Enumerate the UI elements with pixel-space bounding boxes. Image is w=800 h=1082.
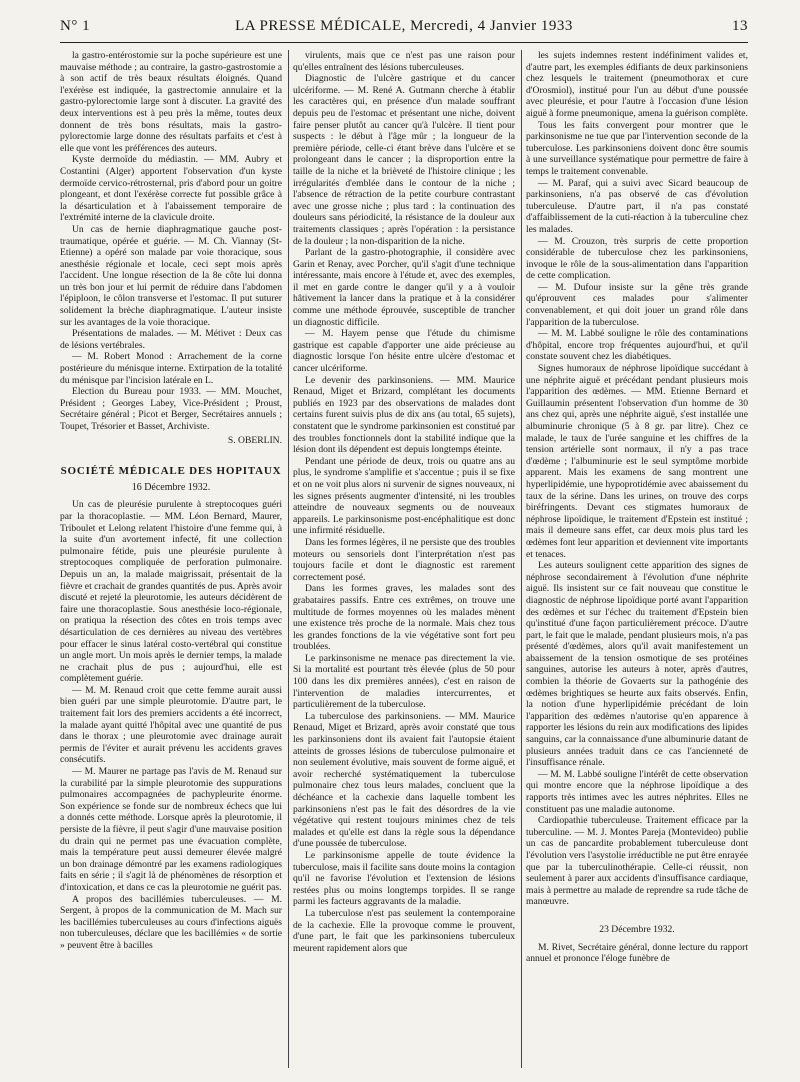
paragraph: — M. M. Labbé souligne le rôle des contaminations d'hôpital, encore trop fréquentes aujourd'hui, et qu'il constate souvent chez les diabétiques. [526, 328, 748, 363]
paragraph: — M. Robert Monod : Arrachement de la corne postérieure du ménisque interne. Extirpation de la totalité du ménisque par l'incision latérale en L. [60, 351, 282, 386]
column-rule [521, 50, 522, 1068]
article-pleuresie: Un cas de pleurésie purulente à streptocoques guéri par la thoracoplastie. — MM. Léon Bernard, Maurer, Triboulet et Lelong relatent l'histoire d'une femme qui, à la suite d'un avortement infecté, fit une collection pulmonaire fétide, puis une pleurésie purulente à streptocoques compliquée de perforation pulmonaire. Depuis un an, la malade maigrissait, présentait de la fièvre et crachait de grandes quantités de pus. Après avoir discuté et rejeté la pleurotomie, les auteurs décidèrent de faire une thoracoplastie. Sous anesthésie loco-régionale, on pratiqua la résection des côtes en trois temps avec désarticulation de ces dernières au niveau des vertèbres pour effacer le sinus latéral costo-vertébral qui constitue un angle mort. Un mois après le dernier temps, la malade ne crachait plus de pus ; aujourd'hui, elle est complètement guérie. [60, 499, 282, 685]
header-rule [60, 42, 748, 43]
paragraph: Les auteurs soulignent cette apparition des signes de néphrose secondairement à l'évolution d'une néphrite aiguë. Ils insistent sur ce fait nouveau que constitue le diagnostic de néphrose lipoïdique porté avant l'apparition des œdèmes et sur l'échec du traitement d'Epstein bien qu'institué d'une façon particulièrement précoce. D'autre part, le fait que le malade, pendant plusieurs mois, n'a pas présenté d'œdèmes, alors qu'il avait manifestement un abaissement de la tension osmotique de ses protéines sanguines, autorise les auteurs à noter, après d'autres, combien la théorie de Govaerts sur la pathogénie des œdèmes brightiques se heurte aux faits observés. Enfin, la notion d'une hyperlipidémie précédant de loin l'apparition des œdèmes n'autorise qu'en apparence à rapporter les lésions du rein aux modifications des lipides sanguins, car la connaissance d'une albuminurie datant de plusieurs années traduit dans ce cas l'ancienneté de l'insuffisance rénale. [526, 560, 748, 769]
paragraph: — M. Crouzon, très surpris de cette proportion considérable de tuberculose chez les parkinsoniens, invoque le rôle de la sous-alimentation dans l'apparition de cette complication. [526, 235, 748, 282]
paragraph: la gastro-entérostomie sur la poche supérieure est une mauvaise méthode ; au contraire, la gastro-gastrostomie a à son actif de très beaux résultats éloignés. Quand l'exérèse est indiquée, la gastrectomie annulaire et la gastro-pylorectomie large sont à discuter. La gravité des deux interventions est à peu près la même, toutes deux donnent de très bons résultats, mais la gastro-pylorectomie large donne des résultats parfaits et c'est à elle que vont les préférences des auteurs. [60, 50, 282, 154]
column-1 [60, 50, 282, 1068]
column-2 [293, 50, 515, 1068]
issue-number: N° 1 [60, 18, 91, 34]
paragraph: — M. Maurer ne partage pas l'avis de M. Renaud sur la curabilité par la simple pleurotomie des suppurations pulmonaires accompagnées de pachypleurite énorme. Son expérience se fonde sur de nombreux échecs que lui a donnés cette méthode. Lorsque après la pleurotomie, il persiste de la fièvre, il peut s'agir d'une mauvaise position du drain qui ne permet pas une évacuation complète, mais la température peut aussi demeurer élevée malgré un bon drainage démontré par les examens radiologiques faits en série ; il s'agit là de phénomènes de résorption et d'intoxication, et dans ce cas la pleurotomie ne guérit pas. [60, 766, 282, 893]
section-title: SOCIÉTÉ MÉDICALE DES HOPITAUX [60, 465, 282, 478]
paragraph: — M. Paraf, qui a suivi avec Sicard beaucoup de parkinsoniens, n'a pas observé de cas d'évolution tuberculeuse. D'autre part, il n'a pas constaté d'affaiblissement de la cuti-réaction à la tuberculine chez les malades. [526, 177, 748, 235]
paragraph: M. Rivet, Secrétaire général, donne lecture du rapport annuel et prononce l'éloge funèbre de [526, 941, 748, 965]
article-cardiopathie: Cardiopathie tuberculeuse. Traitement efficace par la tuberculine. — M. J. Montes Pareja (Montevideo) publie un cas de pancardite probablement tuberculeuse dont l'évolution vers l'asystolie irréductible ne put être enrayée que par la tuberculinothérapie. Celle-ci réussit, non seulement à parer aux accidents d'insuffisance cardiaque, mais à permettre au malade de reprendre sa rude tâche de manœuvre. [526, 815, 748, 908]
paragraph: — M. M. Labbé souligne l'intérêt de cette observation qui montre encore que la néphrose lipoïdique a des rapports très intimes avec les autres néphrites. Elles ne constituent pas une maladie autonome. [526, 768, 748, 815]
paragraph: Dans les formes légères, il ne persiste que des troubles moteurs ou sensoriels dont l'interprétation n'est pas toujours facile et dont le diagnostic est rarement correctement posé. [293, 536, 515, 583]
paragraph: — M. M. Renaud croit que cette femme aurait aussi bien guéri par une simple pleurotomie. D'autre part, le traitement fait lors des premiers accidents a été incorrect, la malade ayant quitté l'hôpital avec une quantité de pus dans le thorax ; une pleurotomie avec drainage aurait permis de l'éviter et aurait prévenu les accidents graves consécutifs. [60, 684, 282, 766]
paragraph: Le parkinsonisme ne menace pas directement la vie. Si la mortalité est pourtant très élevée (plus de 50 pour 100 dans les dix premières années), c'est en raison de l'intervention de maladies intercurrentes, et particulièrement de la tuberculose. [293, 652, 515, 711]
signature: S. OBERLIN. [227, 434, 282, 446]
article-presentations: Présentations de malades. — M. Métivet : Deux cas de lésions vertébrales. [60, 328, 282, 351]
paragraph: Parlant de la gastro-photographie, il considère avec Garin et Renay, avec Porcher, qu'il s'agit d'une technique intéressante, mais encore à l'étude et, avec des exemples, il met en garde contre le danger qu'il y a à vouloir hâtivement la lancer dans la pratique et à la considérer comme une méthode éprouvée, susceptible de trancher un diagnostic difficile. [293, 247, 515, 328]
journal-title: LA PRESSE MÉDICALE, Mercredi, 4 Janvier 1933 [235, 18, 573, 34]
column-3 [526, 50, 748, 1068]
section-date: 23 Décembre 1932. [599, 923, 675, 935]
page-number: 13 [732, 18, 748, 34]
article-election-bureau: Election du Bureau pour 1933. — MM. Mouchet, Président ; Georges Labey, Vice-Président ; Proust, Secrétaire général ; Picot et Berger, Secrétaires annuels ; Toupet, Trésorier et Basset, Archiviste. [60, 386, 282, 432]
paragraph: — M. Dufour insiste sur la gêne très grande qu'éprouvent ces malades pour s'alimenter convenablement, et qui doit jouer un grand rôle dans l'apparition de la tuberculose. [526, 281, 748, 328]
article-ulcere-gastrique: Diagnostic de l'ulcère gastrique et du cancer ulcériforme. — M. René A. Gutmann cherche à établir les caractères qui, en présence d'un malade souffrant depuis peu de l'estomac et présentant une niche, doivent faire penser plutôt au cancer qu'à l'ulcère. Il tient pour suspects : le début à l'âge mûr ; la longueur de la première période, celle-ci étant brève dans l'ulcère et se prolongeant dans le cancer ; la disproportion entre la taille de la niche et la brièveté de l'histoire clinique ; les irrégularités d'emblée dans le contour de la niche ; l'absence de rétraction de la petite courbure contrastant avec une grosse niche ; plus tard : la continuation des douleurs sans périodicité, la résistance de la douleur aux traitements classiques ; après l'opération : la persistance de la douleur ; la non-disparition de la niche. [293, 73, 515, 247]
page-header [60, 16, 748, 38]
article-bacillemies: A propos des bacillémies tuberculeuses. — M. Sergent, à propos de la communication de M. Mach sur les bacillémies tuberculeuses au cours d'infections aiguës non tuberculeuses, déclare que les bacillémies « de sortie » peuvent être à bacilles [60, 893, 282, 951]
article-devenir-parkinsoniens: Le devenir des parkinsoniens. — MM. Maurice Renaud, Miget et Brizard, complétant les documents publiés en 1923 par des observations de malades dont certains furent suivis plus de dix ans (au total, 65 sujets), constatent que le syndrome parkinsonien est constitué par des troubles fonctionnels dont la stabilité indique que la lésion dont ils dépendent est depuis longtemps éteinte. [293, 374, 515, 456]
section-date: 16 Décembre 1932. [131, 481, 211, 493]
paragraph: Pendant une période de deux, trois ou quatre ans au plus, le syndrome s'amplifie et s'accentue ; puis il se fixe et on ne voit plus alors ni survenir de signes nouveaux, ni les signes présents augmenter d'intensité, ni les troubles atteindre de nouveaux segments ou de nouveaux appareils. Le parkinsonisme post-encéphalitique est donc une infirmité résiduelle. [293, 455, 515, 537]
article-nephrose-lipoidique: Signes humoraux de néphrose lipoïdique succédant à une néphrite aiguë et précédant pendant plusieurs mois l'apparition des œdèmes. — MM. Etienne Bernard et Guillaumin présentent l'observation d'un homme de 30 ans chez qui, après une néphrite aiguë, s'est installée une albuminurie chronique (5 à 8 gr. par litre). Chez ce malade, le taux de l'urée sanguine et les chiffres de la tension artérielle sont normaux, il n'y a pas trace d'œdème ; l'albuminurie est le seul symptôme morbide apparent. Mais les examens de sang montrent une hyperlipidémie, une hypoprotidémie avec abaissement du taux de la sérine. Dans les urines, on trouve des corps biréfringents. Devant ces stigmates humoraux de néphrose lipoïdique, le traitement d'Epstein est institué ; mais il demeure sans effet, car deux mois plus tard les œdèmes font leur apparition et deviennent vite importants et tenaces. [526, 363, 748, 560]
article-tuberculose-parkinsoniens: La tuberculose des parkinsoniens. — MM. Maurice Renaud, Miget et Brizard, après avoir constaté que tous les parkinsoniens dont ils avaient fait l'autopsie étaient atteints de grosses lésions de tuberculose pulmonaire et non seulement évolutive, mais souvent de forme aiguë, et avoir recherché systématiquement la tuberculose pulmonaire chez tous leurs malades, concluent que la déchéance et la cachexie dans laquelle tombent les parkinsoniens n'est pas le fait des désordres de la vie végétative qui restent toujours minimes chez de tels malades et qu'elle est dans la règle sous la dépendance d'une poussée de tuberculose. [293, 710, 515, 850]
paragraph: — M. Hayem pense que l'étude du chimisme gastrique est capable d'apporter une aide précieuse au diagnostic lorsque l'on hésite entre ulcère d'estomac et cancer ulcériforme. [293, 328, 515, 375]
paragraph: Le parkinsonisme appelle de toute évidence la tuberculose, mais il facilite sans doute moins la contagion qu'il ne favorise l'évolution et l'extension de lésions restées plus ou moins longtemps torpides. Il se range parmi les facteurs aggravants de la maladie. [293, 849, 515, 908]
paragraph: Dans les formes graves, les malades sont des grabataires passifs. Entre ces extrêmes, on trouve une multitude de formes moyennes où les malades mènent une existence très proche de la normale. Mais chez tous les grandes fonctions de la vie végétative sont fort peu troublées. [293, 583, 515, 653]
paragraph: Tous les faits convergent pour montrer que le parkinsonisme ne tue que par l'intervention seconde de la tuberculose. Les parkinsoniens doivent donc être soumis à une surveillance systématique pour permettre de faire à temps le traitement convenable. [526, 119, 748, 177]
article-hernie-diaphragmatique: Un cas de hernie diaphragmatique gauche post-traumatique, opérée et guérie. — M. Ch. Viannay (St-Etienne) a opéré son malade par voie thoracique, sous anesthésie régionale et locale, ceci sept mois après l'accident. Une longue résection de la 8e côte lui donna un très bon jour et lui permit de réduire dans l'abdomen l'épiploon, le côlon transverse et l'estomac. Il put suturer solidement la brèche diaphragmatique. L'auteur insiste sur les avantages de la voie thoracique. [60, 223, 282, 328]
paragraph: virulents, mais que ce n'est pas une raison pour qu'elles entraînent des lésions tuberculeuses. [293, 50, 515, 73]
paragraph: La tuberculose n'est pas seulement la contemporaine de la cachexie. Elle la provoque comme le prouvent, d'une part, le fait que les parkinsoniens tuberculeux meurent rapidement alors que [293, 907, 515, 954]
column-rule [288, 50, 289, 1068]
paragraph: les sujets indemnes restent indéfiniment valides et, d'autre part, les exemples édifiants de deux parkinsoniens chez lesquels le traitement (pneumothorax et cure d'Orosmiol), institué pour l'un au début d'une poussée avec pleurésie, et pour l'autre à l'occasion d'une lésion aiguë à forme pneumonique, amena la guérison complète. [526, 50, 748, 119]
article-kyste-dermoide: Kyste dermoïde du médiastin. — MM. Aubry et Costantini (Alger) apportent l'observation d'un kyste dermoïde cervico-rétrosternal, pris d'abord pour un goitre plongeant, et dont l'exérèse correcte fut possible grâce à la désarticulation et à l'abaissement temporaire de l'extrémité interne de la clavicule droite. [60, 154, 282, 224]
